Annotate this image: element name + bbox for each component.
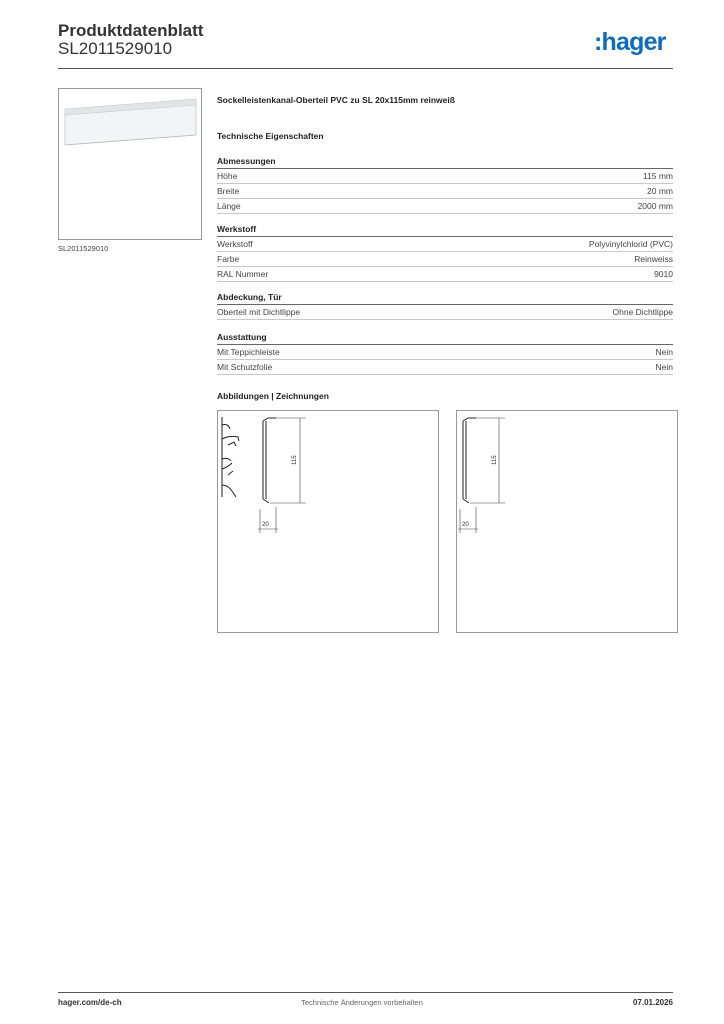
footer-date: 07.01.2026 [632, 998, 673, 1007]
spec-label: Länge [217, 201, 241, 211]
spec-section-dimensions [217, 155, 673, 214]
technical-drawing-with-inserts [217, 410, 439, 633]
product-image-caption: SL2011529010 [58, 244, 109, 253]
footer-divider [58, 992, 673, 993]
spec-label: Farbe [217, 254, 240, 264]
technical-properties-heading: Technische Eigenschaften [217, 131, 324, 141]
spec-row [217, 184, 673, 199]
spec-label: Breite [217, 186, 240, 196]
spec-section-title: Abmessungen [217, 155, 673, 169]
width-dimension-label: 20 [262, 522, 269, 528]
spec-section-equipment [217, 331, 673, 375]
technical-drawing-cover-only [456, 410, 678, 633]
spec-value: 115 mm [642, 171, 673, 181]
spec-value: 20 mm [647, 186, 673, 196]
spec-value: Nein [655, 347, 673, 357]
spec-row [217, 237, 673, 252]
spec-value: Reinweiss [634, 254, 673, 264]
spec-row [217, 360, 673, 375]
spec-value: 2000 mm [637, 201, 673, 211]
spec-label: Oberteil mit Dichtlippe [217, 307, 301, 317]
spec-section-title: Werkstoff [217, 223, 673, 237]
spec-row [217, 169, 673, 184]
hager-logo: :hager [594, 28, 666, 56]
spec-value: 9010 [654, 269, 673, 279]
article-number: SL2011529010 [58, 39, 173, 58]
width-dimension-label: 20 [462, 522, 469, 528]
profile-drawing [457, 411, 679, 634]
product-name: Sockelleistenkanal-Oberteil PVC zu SL 20x115mm reinweiß [217, 95, 455, 105]
spec-section-title: Ausstattung [217, 331, 673, 345]
footer-website-link[interactable]: hager.com/de-ch [58, 998, 122, 1007]
product-image [58, 88, 202, 240]
page-title: Produktdatenblatt [58, 21, 204, 40]
spec-section-title: Abdeckung, Tür [217, 291, 673, 305]
spec-label: Werkstoff [217, 239, 253, 249]
spec-label: Mit Teppichleiste [217, 347, 280, 357]
spec-section-cover [217, 291, 673, 320]
spec-value: Polyvinylchlorid (PVC) [588, 239, 673, 249]
spec-value: Ohne Dichtlippe [612, 307, 673, 317]
header-divider [58, 68, 673, 69]
spec-row [217, 267, 673, 282]
skirting-duct-cover-illustration [59, 89, 203, 241]
height-dimension-label: 115 [292, 455, 298, 465]
spec-section-material [217, 223, 673, 282]
spec-value: Nein [655, 362, 673, 372]
drawings-heading: Abbildungen | Zeichnungen [217, 391, 329, 401]
spec-label: Mit Schutzfolie [217, 362, 273, 372]
footer-notice: Technische Änderungen vorbehalten [301, 998, 423, 1007]
spec-label: RAL Nummer [217, 269, 269, 279]
spec-row [217, 199, 673, 214]
spec-row [217, 305, 673, 320]
spec-label: Höhe [217, 171, 238, 181]
spec-row [217, 252, 673, 267]
profile-drawing [218, 411, 440, 634]
spec-row [217, 345, 673, 360]
height-dimension-label: 115 [492, 455, 498, 465]
